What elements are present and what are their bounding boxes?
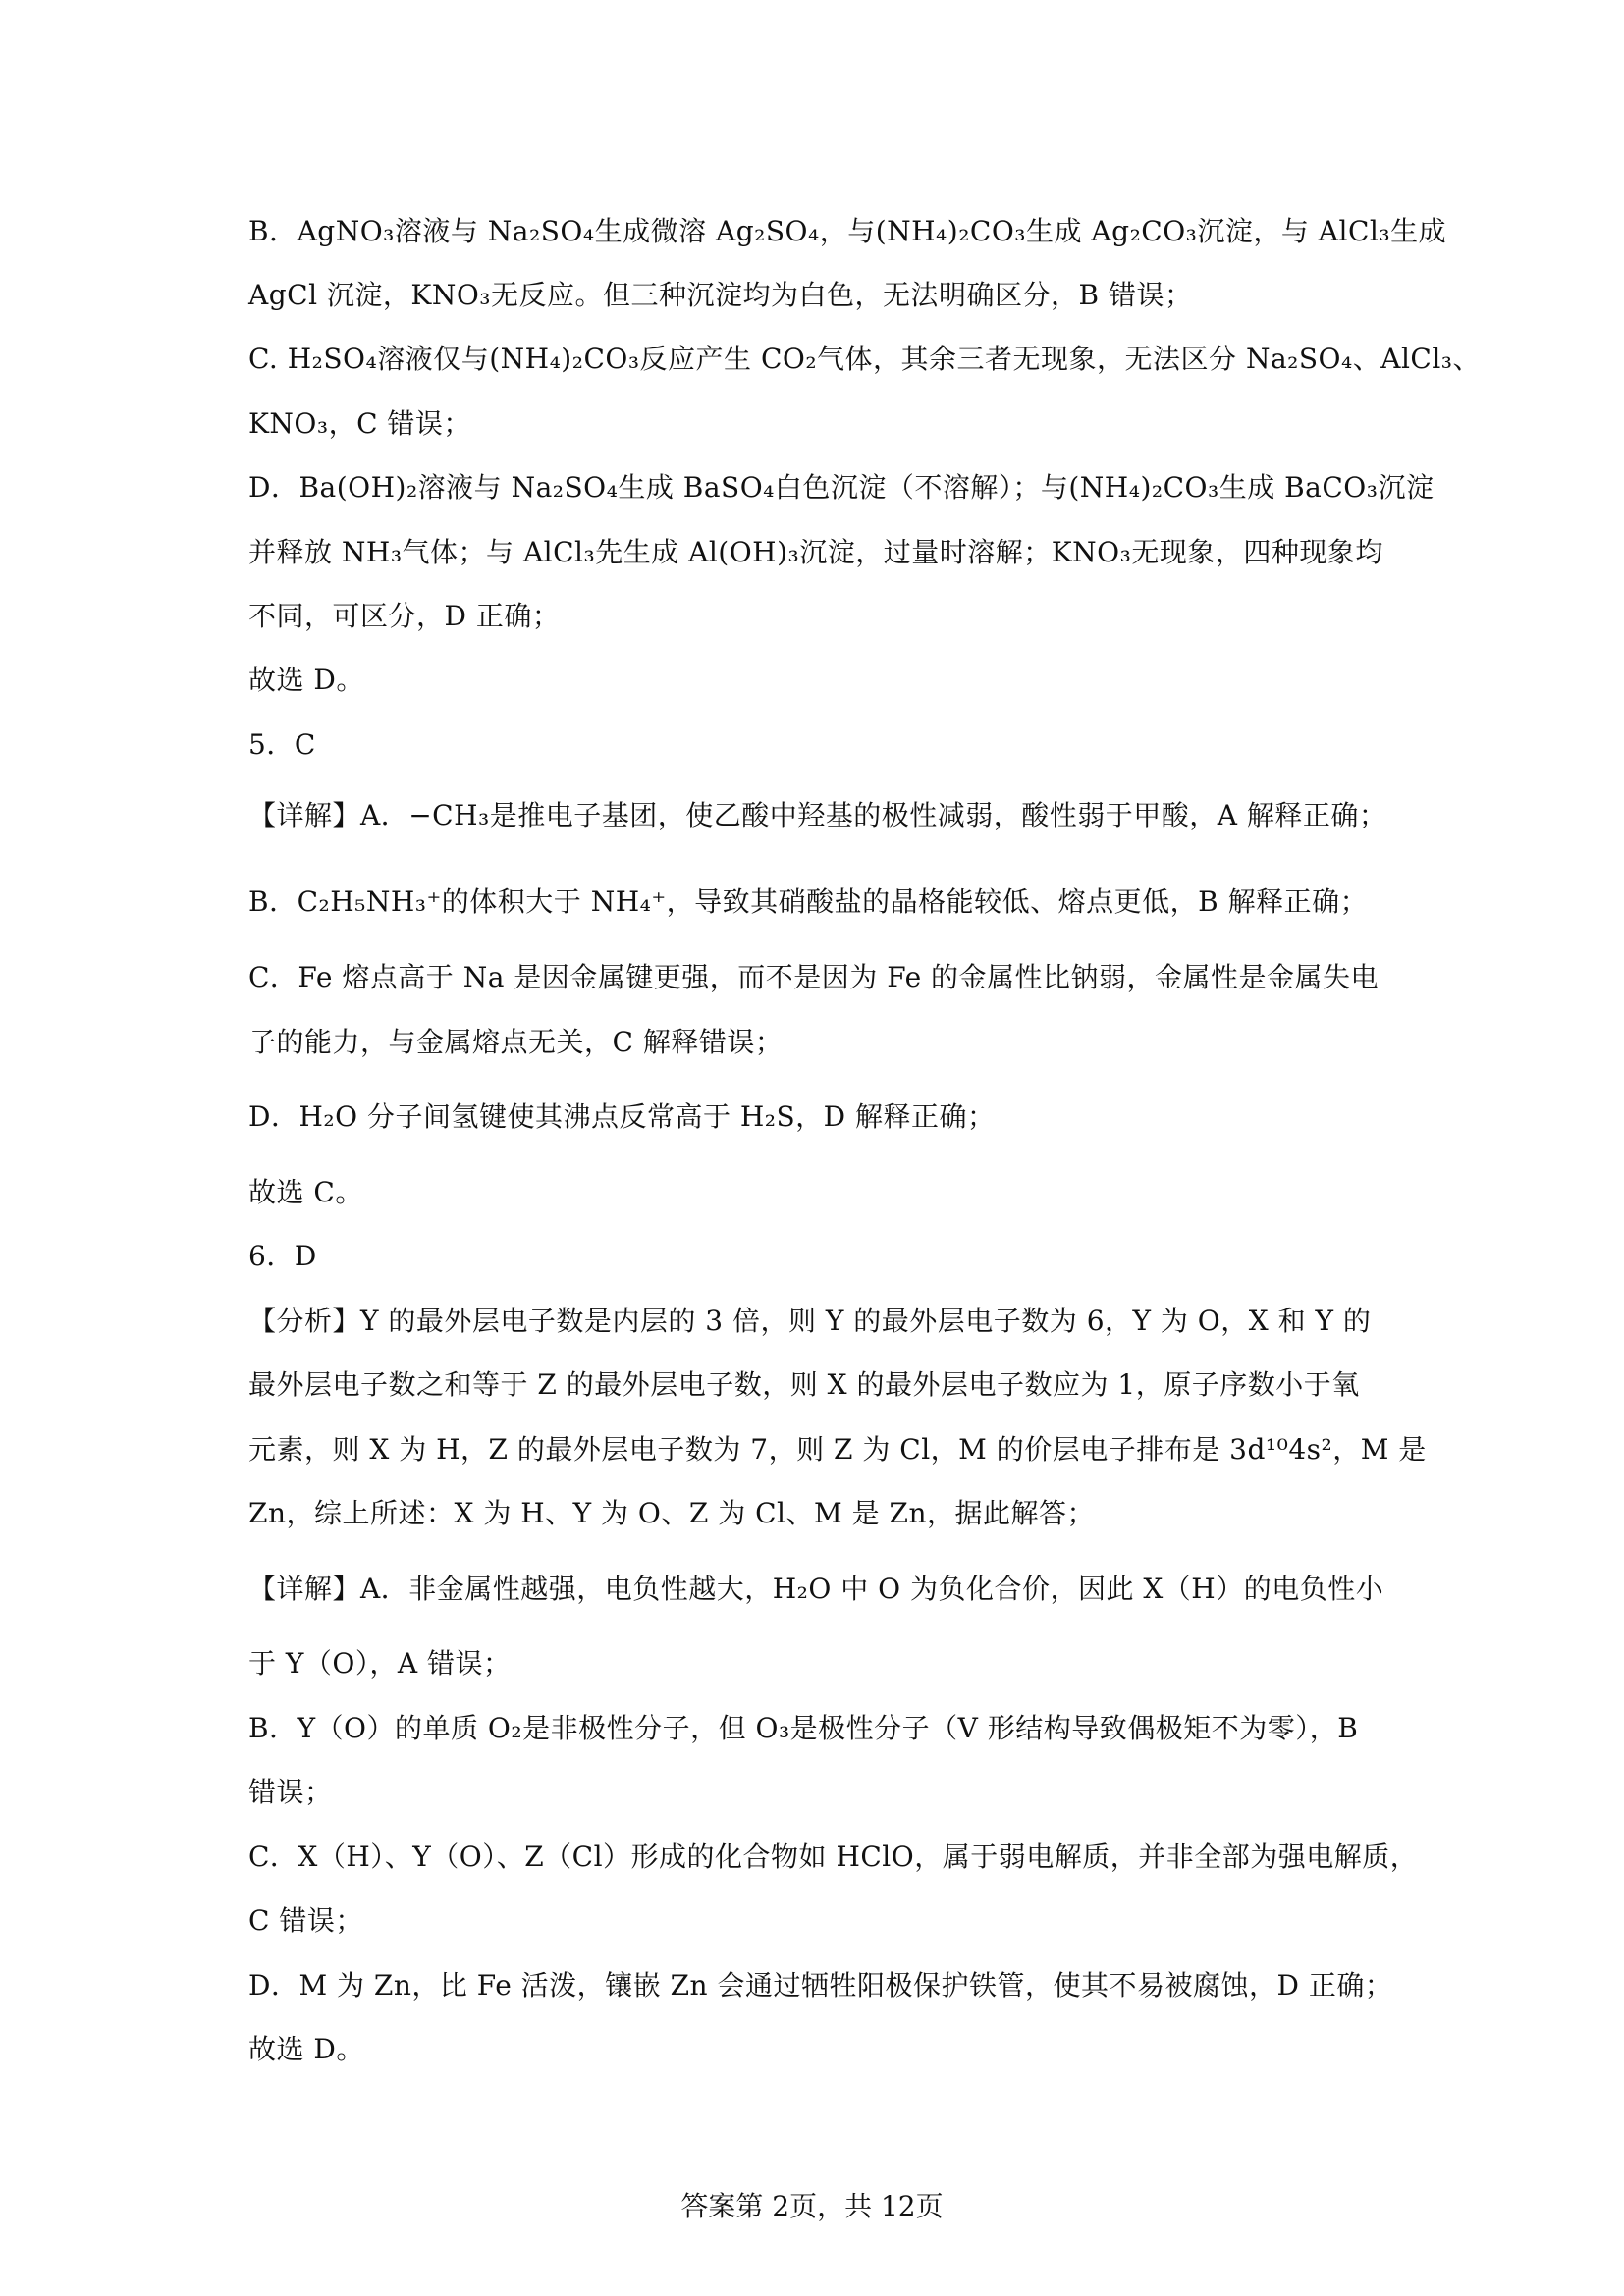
text-line: 错误； (248, 1776, 333, 1808)
text-line: 元素，则 X 为 H，Z 的最外层电子数为 7，则 Z 为 Cl，M 的价层电子排布是 3d¹⁰4s²，M 是 (248, 1433, 1427, 1466)
text-line: AgCl 沉淀，KNO₃无反应。但三种沉淀均为白色，无法明确区分，B 错误； (248, 279, 1193, 311)
text-line: Zn，综上所述：X 为 H、Y 为 O、Z 为 Cl、M 是 Zn，据此解答； (248, 1497, 1095, 1529)
text-line: C. H₂SO₄溶液仅与(NH₄)₂CO₃反应产生 CO₂气体，其余三者无现象，无法区分 Na₂SO₄、AlCl₃、 (248, 343, 1482, 375)
text-line: KNO₃，C 错误； (248, 407, 471, 440)
text-line: C 错误； (248, 1904, 363, 1937)
text-line: 【详解】A．−CH₃是推电子基团，使乙酸中羟基的极性减弱，酸性弱于甲酸，A 解释正确； (248, 799, 1387, 831)
text-line: 并释放 NH₃气体；与 AlCl₃先生成 Al(OH)₃沉淀，过量时溶解；KNO₃无现象，四种现象均 (248, 536, 1383, 568)
text-line: B．C₂H₅NH₃⁺的体积大于 NH₄⁺，导致其硝酸盐的晶格能较低、熔点更低，B 解释正确； (248, 885, 1369, 918)
text-line: 故选 D。 (248, 664, 364, 696)
text-line: B．AgNO₃溶液与 Na₂SO₄生成微溶 Ag₂SO₄，与(NH₄)₂CO₃生成 Ag₂CO₃沉淀，与 AlCl₃生成 (248, 215, 1447, 247)
question-number: 6．D (248, 1240, 317, 1272)
text-line: 于 Y（O），A 错误； (248, 1647, 512, 1680)
text-line: C．Fe 熔点高于 Na 是因金属键更强，而不是因为 Fe 的金属性比钠弱，金属性是金属失电 (248, 961, 1380, 993)
text-line: D．H₂O 分子间氢键使其沸点反常高于 H₂S，D 解释正确； (248, 1100, 996, 1133)
text-line: 【详解】A．非金属性越强，电负性越大，H₂O 中 O 为负化合价，因此 X（H）的电负性小 (248, 1573, 1384, 1605)
text-line: 子的能力，与金属熔点无关，C 解释错误； (248, 1026, 784, 1058)
text-line: 不同，可区分，D 正确； (248, 600, 561, 632)
text-line: D．Ba(OH)₂溶液与 Na₂SO₄生成 BaSO₄白色沉淀（不溶解）；与(NH₄)₂CO₃生成 BaCO₃沉淀 (248, 471, 1435, 504)
page-footer: 答案第 2页，共 12页 (680, 2190, 944, 2222)
text-line: D．M 为 Zn，比 Fe 活泼，镶嵌 Zn 会通过牺牲阳极保护铁管，使其不易被腐蚀，D 正确； (248, 1969, 1393, 2002)
text-line: 故选 D。 (248, 2033, 364, 2065)
text-line: 【分析】Y 的最外层电子数是内层的 3 倍，则 Y 的最外层电子数为 6，Y 为 O，X 和 Y 的 (248, 1305, 1372, 1337)
question-number: 5．C (248, 728, 316, 761)
text-line: 故选 C。 (248, 1176, 363, 1208)
text-line: 最外层电子数之和等于 Z 的最外层电子数，则 X 的最外层电子数应为 1，原子序数小于氧 (248, 1368, 1360, 1401)
text-line: C．X（H）、Y（O）、Z（Cl）形成的化合物如 HClO，属于弱电解质，并非全部为强电解质， (248, 1841, 1419, 1873)
text-line: B．Y（O）的单质 O₂是非极性分子，但 O₃是极性分子（V 形结构导致偶极矩不为零），B (248, 1712, 1359, 1744)
